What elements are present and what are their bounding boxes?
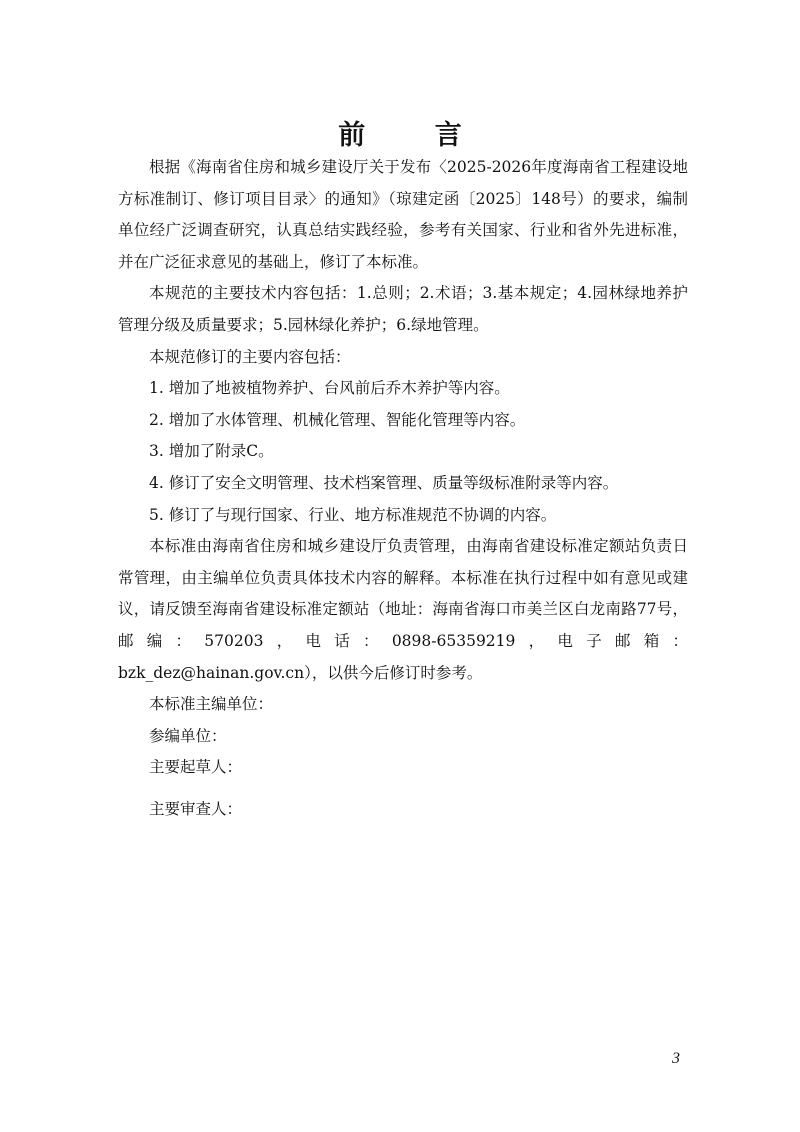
paragraph-revision-intro: 本规范修订的主要内容包括： — [149, 347, 351, 366]
page-number: 3 — [672, 1050, 680, 1067]
main-drafters-label: 主要起草人： — [149, 758, 243, 777]
paragraph-management: 本标准由海南省住房和城乡建设厅负责管理，由海南省建设标准定额站负责日常管理，由主编单位负责具体技术内容的解释。本标准在执行过程中如有意见或建议，请反馈至海南省建设标准定额站（地址：海南省海口市美兰区白龙南路77号，邮编：570203，电话：0898-65359219，电子邮箱：bzk_dez@hainan.gov.cn），以供今后修订时参考。 — [118, 537, 688, 682]
revision-item-4: 4. 修订了安全文明管理、技术档案管理、质量等级标准附录等内容。 — [149, 473, 619, 492]
page-title: 前 言 — [338, 120, 492, 152]
paragraph-basis: 根据《海南省住房和城乡建设厅关于发布〈2025-2026年度海南省工程建设地方标准制订、修订项目目录〉的通知》（琼建定函〔2025〕148号）的要求，编制单位经广泛调查研究，认真总结实践经验，参考有关国家、行业和省外先进标准，并在广泛征求意见的基础上，修订了本标准。 — [118, 158, 688, 271]
preface-body — [118, 152, 688, 825]
participating-units-label: 参编单位： — [149, 726, 227, 745]
revision-item-1: 1. 增加了地被植物养护、台风前后乔木养护等内容。 — [149, 379, 510, 398]
chief-editor-unit-label: 本标准主编单位： — [149, 695, 274, 714]
main-reviewers-label: 主要审查人： — [149, 799, 243, 818]
revision-item-5: 5. 修订了与现行国家、行业、地方标准规范不协调的内容。 — [149, 505, 557, 524]
revision-item-3: 3. 增加了附录C。 — [149, 442, 274, 461]
paragraph-technical-content: 本规范的主要技术内容包括：1.总则；2.术语；3.基本规定；4.园林绿地养护管理分级及质量要求；5.园林绿化养护；6.绿地管理。 — [118, 284, 688, 334]
revision-item-2: 2. 增加了水体管理、机械化管理、智能化管理等内容。 — [149, 410, 526, 429]
